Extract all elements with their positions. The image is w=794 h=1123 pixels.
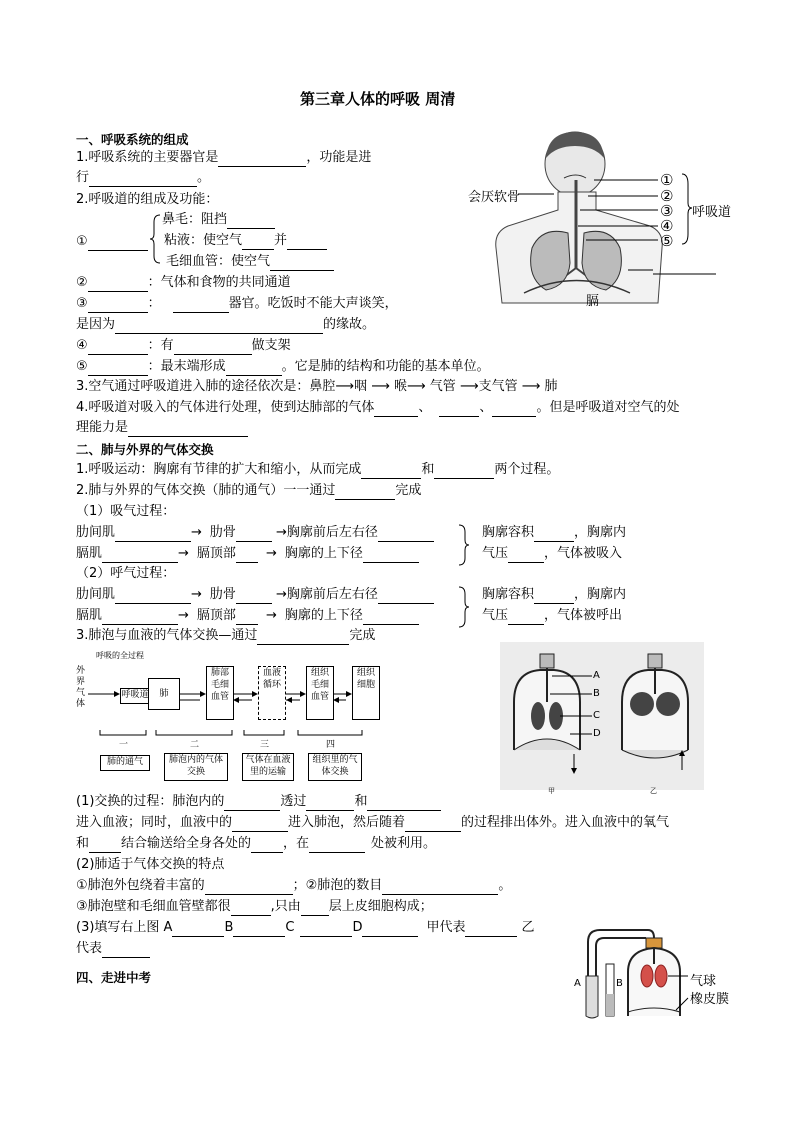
item-4-line — [76, 337, 291, 355]
text: ；②肺泡的数目 — [292, 878, 383, 893]
answer-blank[interactable] — [301, 902, 329, 916]
text: ：气体和食物的共同通道 — [147, 275, 291, 290]
membrane-label: 橡皮膜 — [690, 992, 730, 1007]
text: 甲代表 — [426, 920, 466, 935]
flow-caption: 呼吸的全过程 — [96, 651, 144, 660]
item-3-reason — [76, 316, 375, 334]
text: (1)交换的过程：肺泡内的 — [76, 794, 225, 809]
answer-blank[interactable] — [232, 818, 288, 832]
s3-line-4: (2)肺适于气体交换的特点 — [76, 857, 225, 872]
q1-line-1 — [76, 149, 371, 167]
text: (3)填写右上图 A — [76, 920, 173, 935]
answer-blank[interactable] — [173, 299, 229, 313]
q3-pathway — [76, 378, 558, 396]
text: 膈顶部 — [196, 546, 236, 561]
text: ，胸廓内 — [574, 587, 627, 602]
outside-air-label: 外界气体 — [76, 666, 86, 709]
answer-blank[interactable] — [257, 631, 349, 645]
exhale-result-1 — [482, 586, 626, 604]
text: 。但是呼吸道对空气的处 — [536, 400, 680, 415]
s3-line-8 — [76, 940, 150, 958]
text: 膈肌 — [76, 608, 103, 623]
bell-jar-figure — [500, 642, 704, 790]
text: 理能力是 — [76, 420, 129, 435]
text: ，在 — [283, 836, 310, 851]
mucus-line — [164, 232, 327, 250]
answer-blank[interactable] — [306, 797, 354, 811]
label-c: C — [593, 710, 600, 721]
answer-blank[interactable] — [374, 403, 418, 417]
text: 2.肺与外界的气体交换（肺的通气）一一通过 — [76, 483, 336, 498]
text: 代表 — [76, 941, 103, 956]
text: 膈肌 — [76, 546, 103, 561]
text: 胸廓容积 — [482, 525, 535, 540]
answer-blank[interactable] — [508, 549, 544, 563]
inhale-row-1 — [76, 524, 434, 542]
balloon-label: 气球 — [690, 974, 717, 989]
text: 胸廓容积 — [482, 587, 535, 602]
q2-text: 2.呼吸道的组成及功能： — [76, 192, 219, 207]
answer-blank[interactable] — [102, 944, 150, 958]
answer-blank[interactable] — [115, 590, 191, 604]
text: ，功能是进 — [306, 150, 372, 165]
answer-blank[interactable] — [378, 590, 434, 604]
capillary-line — [166, 253, 334, 271]
text: 肋骨 — [209, 525, 236, 540]
brace-icon — [458, 586, 470, 628]
text: 咽 — [354, 379, 368, 394]
answer-blank[interactable] — [434, 465, 494, 479]
answer-blank[interactable] — [102, 549, 178, 563]
nose-hair-line — [162, 211, 275, 229]
text: 肋间肌 — [76, 587, 116, 602]
answer-blank[interactable] — [378, 528, 434, 542]
inhale-row-2 — [76, 545, 419, 563]
text: ③ — [76, 296, 88, 311]
label-a: A — [593, 670, 600, 681]
text: 胸廓前后左右径 — [286, 525, 378, 540]
text: ，气体被吸入 — [544, 546, 623, 561]
brace-icon — [458, 524, 470, 566]
bell-jar-illustration — [500, 642, 704, 790]
label-a: A — [574, 978, 581, 989]
section-4-heading: 四、走进中考 — [76, 970, 152, 985]
text: 行 — [76, 170, 90, 185]
text: D — [352, 920, 363, 935]
text: ,只由 — [270, 899, 301, 914]
inhale-heading: （1）吸气过程： — [76, 504, 176, 519]
label-2: ② — [660, 187, 674, 205]
answer-blank[interactable] — [300, 923, 352, 937]
text: C — [285, 920, 295, 935]
s2-q2 — [76, 482, 421, 500]
step-num-1: 一 — [119, 740, 129, 750]
text: 1.呼吸系统的主要器官是 — [76, 150, 219, 165]
text: 器官。吃饭时不能大声谈笑， — [228, 296, 398, 311]
step-num-2: 二 — [190, 740, 200, 750]
text: 肋间肌 — [76, 525, 116, 540]
text: 鼻毛：阻挡 — [162, 212, 228, 227]
answer-blank[interactable] — [172, 923, 224, 937]
label-yi: 乙 — [650, 787, 657, 795]
text: 和 — [421, 462, 435, 477]
text: 支气管 — [478, 379, 518, 394]
exhale-row-2 — [76, 607, 419, 625]
answer-blank[interactable] — [534, 590, 574, 604]
answer-blank[interactable] — [439, 403, 479, 417]
answer-blank[interactable] — [363, 549, 419, 563]
answer-blank[interactable] — [242, 236, 274, 250]
text: 两个过程。 — [494, 462, 560, 477]
answer-blank[interactable] — [405, 818, 461, 832]
q4-line-2 — [76, 419, 248, 437]
s3-line-5 — [76, 877, 511, 895]
label-3: ③ — [660, 202, 674, 220]
text: 气压 — [482, 608, 509, 623]
label-d: D — [593, 728, 601, 739]
text: 胸廓的上下径 — [284, 546, 363, 561]
lung-box: 肺 — [148, 678, 180, 710]
inhale-result-1 — [482, 524, 626, 542]
answer-blank[interactable] — [508, 611, 544, 625]
arrow-icon: ⟶ — [407, 379, 426, 394]
text: 和 — [76, 836, 90, 851]
text: 3.肺泡与血液的气体交换—通过 — [76, 628, 258, 643]
text: 的过程排出体外。进入血液中的氧气 — [461, 815, 670, 830]
s3-line-6 — [76, 898, 433, 916]
text: 喉 — [393, 379, 407, 394]
brace-icon — [150, 214, 162, 264]
text: 处被利用。 — [371, 836, 437, 851]
arrow-icon: → — [191, 525, 202, 540]
text: 完成 — [349, 628, 376, 643]
text: ：有 — [147, 338, 174, 353]
text: 。 — [498, 878, 512, 893]
answer-blank[interactable] — [335, 486, 395, 500]
text: ①肺泡外包绕着丰富的 — [76, 878, 205, 893]
respiratory-system-figure — [468, 128, 738, 309]
text: ⑤ — [76, 359, 88, 374]
answer-blank[interactable] — [102, 611, 178, 625]
q1-line-2 — [76, 169, 210, 187]
text: 4.呼吸道对吸入的气体进行处理，使到达肺部的气体 — [76, 400, 375, 415]
text: 乙 — [521, 920, 535, 935]
label-b: B — [593, 688, 600, 699]
answer-blank[interactable] — [218, 153, 306, 167]
exhale-row-1 — [76, 586, 434, 604]
item-3-line — [76, 295, 398, 313]
arrow-icon: → — [265, 608, 277, 623]
step-box-1: 肺的通气 — [100, 755, 150, 771]
answer-blank[interactable] — [89, 839, 121, 853]
text: ，胸廓内 — [574, 525, 627, 540]
text: 膈顶部 — [196, 608, 236, 623]
label-jia: 甲 — [548, 787, 555, 795]
answer-blank[interactable] — [361, 465, 421, 479]
text: 气压 — [482, 546, 509, 561]
answer-blank[interactable] — [236, 528, 272, 542]
answer-blank[interactable] — [492, 403, 536, 417]
q4-line-1 — [76, 399, 679, 417]
answer-blank[interactable] — [534, 528, 574, 542]
text: ，气体被呼出 — [544, 608, 623, 623]
text: 是因为 — [76, 317, 116, 332]
page-title: 第三章人体的呼吸 周清 — [300, 90, 456, 108]
airway-box: 呼吸道 — [120, 688, 150, 704]
arrow-icon: → — [275, 525, 287, 540]
text: B — [224, 920, 234, 935]
text: ② — [76, 275, 88, 290]
inhale-result-2 — [482, 545, 622, 563]
arrow-icon: → — [265, 546, 277, 561]
s3-line-2 — [76, 814, 669, 832]
answer-blank[interactable] — [226, 362, 282, 376]
s3-line-3 — [76, 835, 436, 853]
answer-blank[interactable] — [224, 797, 280, 811]
answer-blank[interactable] — [88, 278, 148, 292]
text: 胸廓的上下径 — [284, 608, 363, 623]
text: 、 — [479, 400, 493, 415]
tissue-capillary-box: 组织毛细血管 — [306, 666, 334, 720]
answer-blank[interactable] — [465, 923, 517, 937]
answer-blank[interactable] — [227, 215, 275, 229]
arrow-icon: → — [275, 587, 287, 602]
answer-blank[interactable] — [88, 341, 148, 355]
text: 。它是肺的结构和功能的基本单位。 — [281, 359, 490, 374]
step-box-2: 肺泡内的气体交换 — [164, 753, 228, 781]
text: 粘液：使空气 — [164, 233, 243, 248]
text: 进入血液；同时，血液中的 — [76, 815, 233, 830]
text: ④ — [76, 338, 88, 353]
answer-blank[interactable] — [89, 173, 197, 187]
label-1: ① — [660, 171, 674, 189]
answer-blank[interactable] — [309, 839, 365, 853]
label-b: B — [616, 978, 623, 989]
answer-blank[interactable] — [231, 902, 271, 916]
text: 透过 — [280, 794, 307, 809]
text: 肺 — [544, 379, 558, 394]
answer-blank[interactable] — [205, 881, 293, 895]
s3-line-1 — [76, 793, 441, 811]
pulmonary-capillary-box: 肺部毛细血管 — [206, 666, 234, 720]
answer-blank[interactable] — [115, 528, 191, 542]
text: 3.空气通过呼吸道进入肺的途径依次是：鼻腔 — [76, 379, 336, 394]
answer-blank[interactable] — [287, 236, 327, 250]
answer-blank[interactable] — [236, 611, 258, 625]
tissue-cells-box: 组织细胞 — [352, 666, 380, 720]
s2-q1 — [76, 461, 559, 479]
step-box-3: 气体在血液里的运输 — [242, 753, 294, 781]
text: ： — [147, 296, 161, 311]
arrow-icon: ⟶ — [521, 379, 541, 394]
label-4: ④ — [660, 217, 674, 235]
label-5: ⑤ — [660, 232, 674, 250]
answer-blank[interactable] — [270, 257, 334, 271]
respiration-flow-diagram — [76, 648, 396, 790]
arrow-icon: ⟶ — [371, 379, 390, 394]
text: 和 — [354, 794, 368, 809]
manometer-figure — [570, 924, 740, 1020]
section-1-heading: 一、呼吸系统的组成 — [76, 132, 189, 147]
blood-circulation-box: 血液循环 — [258, 666, 286, 720]
epiglottis-label: 会厌软骨 — [468, 190, 521, 205]
exhale-result-2 — [482, 607, 622, 625]
answer-blank[interactable] — [174, 341, 252, 355]
item-2-line — [76, 274, 291, 292]
text: 肋骨 — [209, 587, 236, 602]
answer-blank[interactable] — [236, 590, 272, 604]
text: 完成 — [395, 483, 422, 498]
answer-blank[interactable] — [88, 362, 148, 376]
item-5-line — [76, 358, 490, 376]
step-box-4: 组织里的气体交换 — [308, 753, 362, 781]
answer-blank[interactable] — [128, 423, 248, 437]
answer-blank[interactable] — [367, 797, 441, 811]
text: 毛细血管：使空气 — [166, 254, 271, 269]
text: ① — [76, 234, 88, 249]
arrow-icon: ⟶ — [459, 379, 479, 394]
text: 1.呼吸运动：胸廓有节律的扩大和缩小，从而完成 — [76, 462, 362, 477]
arrow-icon: → — [178, 546, 189, 561]
answer-blank[interactable] — [233, 923, 285, 937]
arrow-icon: → — [178, 608, 189, 623]
answer-blank[interactable] — [88, 237, 148, 251]
text: ：最末端形成 — [147, 359, 226, 374]
answer-blank[interactable] — [251, 839, 283, 853]
text: 做支架 — [251, 338, 291, 353]
text: 结合输送给全身各处的 — [121, 836, 252, 851]
nose-group-label — [76, 233, 148, 251]
text: 进入肺泡，然后随着 — [288, 815, 406, 830]
exhale-heading: （2）呼气过程： — [76, 566, 176, 581]
text: 气管 — [429, 379, 456, 394]
airway-group-label: 呼吸道 — [692, 205, 732, 220]
arrow-icon: ⟶ — [335, 379, 355, 394]
text: 、 — [418, 400, 432, 415]
answer-blank[interactable] — [115, 320, 323, 334]
diaphragm-label: 膈 — [586, 294, 600, 309]
step-num-3: 三 — [260, 740, 270, 750]
answer-blank[interactable] — [236, 549, 258, 563]
s3-line-7 — [76, 919, 535, 937]
answer-blank[interactable] — [382, 881, 498, 895]
s2-q3 — [76, 627, 375, 645]
arrow-icon: → — [191, 587, 202, 602]
section-2-heading: 二、肺与外界的气体交换 — [76, 442, 214, 457]
text: ③肺泡壁和毛细血管壁都很 — [76, 899, 231, 914]
text: 。 — [197, 170, 211, 185]
answer-blank[interactable] — [362, 923, 418, 937]
step-num-4: 四 — [326, 740, 336, 750]
answer-blank[interactable] — [363, 611, 419, 625]
text: 并 — [274, 233, 288, 248]
text: 层上皮细胞构成； — [328, 899, 433, 914]
answer-blank[interactable] — [88, 299, 148, 313]
text: 的缘故。 — [323, 317, 376, 332]
text: 胸廓前后左右径 — [286, 587, 378, 602]
